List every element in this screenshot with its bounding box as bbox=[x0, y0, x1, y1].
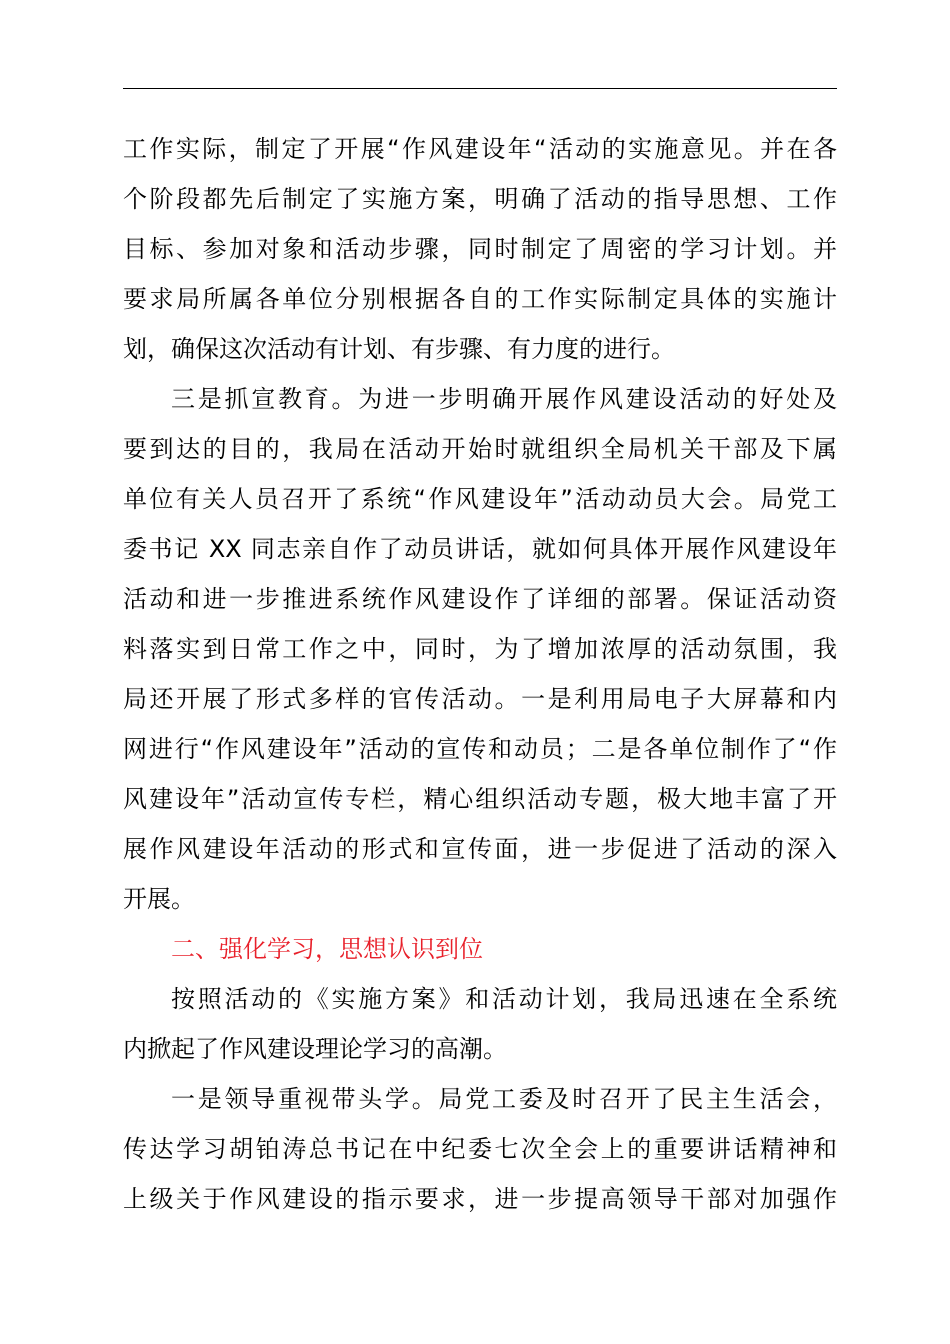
text-line: 委书记 XX 同志亲自作了动员讲话，就如何具体开展作风建设年 bbox=[123, 535, 837, 563]
text-line: 料落实到日常工作之中，同时，为了增加浓厚的活动氛围，我 bbox=[123, 635, 837, 663]
text-line: 个阶段都先后制定了实施方案，明确了活动的指导思想、工作 bbox=[123, 185, 837, 213]
paragraph bbox=[123, 374, 837, 924]
paragraph bbox=[123, 124, 837, 374]
text-line: 展作风建设年活动的形式和宣传面，进一步促进了活动的深入 bbox=[123, 835, 837, 863]
text-line: 单位有关人员召开了系统“作风建设年”活动动员大会。局党工 bbox=[123, 485, 837, 513]
section-heading bbox=[123, 924, 837, 974]
text-line: 开展。 bbox=[123, 885, 195, 913]
text-line: 传达学习胡铂涛总书记在中纪委七次全会上的重要讲话精神和 bbox=[123, 1135, 837, 1163]
text-line: 目标、参加对象和活动步骤，同时制定了周密的学习计划。并 bbox=[123, 235, 837, 263]
header-rule bbox=[123, 88, 837, 89]
text-line: 划，确保这次活动有计划、有步骤、有力度的进行。 bbox=[123, 335, 675, 363]
text-line: 局还开展了形式多样的官传活动。一是利用局电子大屏幕和内 bbox=[123, 685, 837, 713]
text-line: 一是领导重视带头学。局党工委及时召开了民主生活会， bbox=[171, 1085, 837, 1113]
text-line: 活动和进一步推进系统作风建设作了详细的部署。保证活动资 bbox=[123, 585, 837, 613]
text-line: 要到达的目的，我局在活动开始时就组织全局机关干部及下属 bbox=[123, 435, 837, 463]
text-line: 上级关于作风建设的指示要求，进一步提高领导干部对加强作 bbox=[123, 1185, 837, 1213]
text-line: 要求局所属各单位分别根据各自的工作实际制定具体的实施计 bbox=[123, 285, 837, 313]
text-line: 风建设年”活动宣传专栏，精心组织活动专题，极大地丰富了开 bbox=[123, 785, 837, 813]
text-line: 按照活动的《实施方案》和活动计划，我局迅速在全系统 bbox=[171, 985, 837, 1013]
text-line: 三是抓宣教育。为进一步明确开展作风建设活动的好处及 bbox=[171, 385, 837, 413]
document-body bbox=[123, 124, 837, 1224]
text-line: 网进行“作风建设年”活动的宣传和动员；二是各单位制作了“作 bbox=[123, 735, 837, 763]
paragraph bbox=[123, 1074, 837, 1224]
text-line: 内掀起了作风建设理论学习的高潮。 bbox=[123, 1035, 507, 1063]
heading-text: 二、强化学习，思想认识到位 bbox=[171, 935, 483, 963]
paragraph bbox=[123, 974, 837, 1074]
text-line: 工作实际，制定了开展“作风建设年“活动的实施意见。并在各 bbox=[123, 135, 837, 163]
